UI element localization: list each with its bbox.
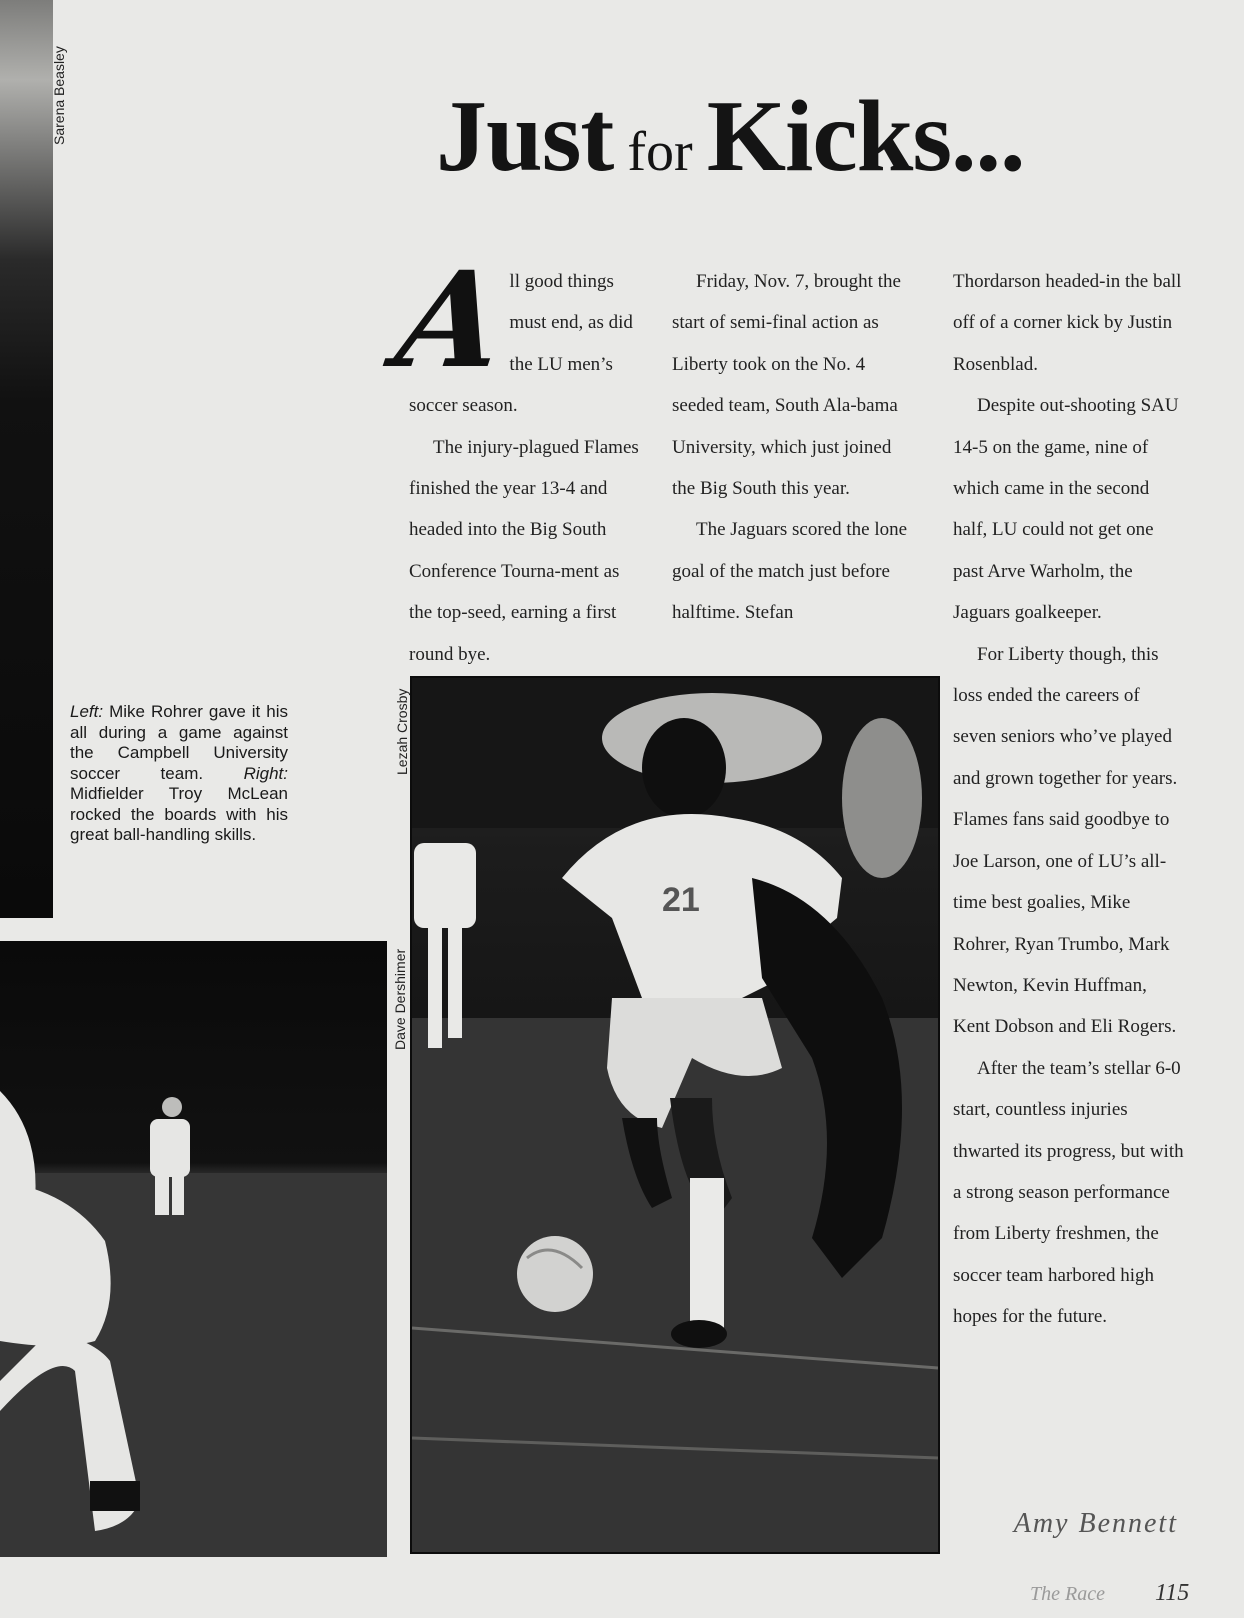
- article-paragraph: For Liberty though, this loss ended the careers of seven seniors who’ve played and grown together for years. Flames fans said goodbye to Joe Larson, one of LU’s all-time best goalies, Mike Rohrer, Ryan Trumbo, Mark Newton, Kevin Huffman, Kent Dobson and Eli Rogers.: [953, 643, 1178, 1038]
- photo-soccer-player-dribbling: [410, 676, 940, 1554]
- caption-right-text: Midfielder Troy McLean rocked the boards with his great ball-handling skills.: [70, 784, 288, 844]
- photo-left-scene: [0, 941, 387, 1557]
- drop-cap: A: [388, 243, 513, 398]
- photo-credit-dave-dershimer: Dave Dershimer: [392, 948, 408, 1050]
- article-paragraph: Despite out-shooting SAU 14-5 on the game, nine of which came in the second half, LU could not get one past Arve Warholm, the Jaguars goalkeeper.: [953, 395, 1179, 624]
- page-number: 115: [1155, 1580, 1190, 1606]
- title-word-kicks: Kicks...: [706, 80, 1025, 193]
- article-paragraph: Thordarson headed-in the ball off of a corner kick by Justin Rosenblad.: [953, 271, 1182, 375]
- page-title: [436, 78, 1156, 195]
- jersey-number: 21: [662, 881, 700, 919]
- article-paragraph: ll good things must end, as did the LU men’s soccer season.: [409, 271, 633, 417]
- article-paragraph: After the team’s stellar 6-0 start, countless injuries thwarted its progress, but with a strong season performance from Liberty freshmen, the soccer team harbored high hopes for the future.: [953, 1057, 1184, 1328]
- caption-right-label: Right:: [243, 763, 288, 783]
- caption-left-text: Mike Rohrer gave it his all during a game against the Campbell University soccer team.: [70, 702, 288, 783]
- photo-caption: [70, 702, 288, 846]
- photo-credit-lezah-crosby: Lezah Crosby: [394, 688, 410, 775]
- photo-soccer-game-left: [0, 941, 387, 1557]
- caption-left-label: Left:: [70, 702, 104, 721]
- photo-center-scene: [412, 678, 938, 1552]
- article-paragraph: The Jaguars scored the lone goal of the match just before halftime. Stefan: [672, 519, 908, 624]
- photo-credit-sarena-beasley: Sarena Beasley: [51, 46, 67, 145]
- author-byline: Amy Bennett: [1013, 1508, 1178, 1539]
- article-column-2: [672, 261, 912, 634]
- article-column-1: [388, 243, 645, 675]
- footer-book-title: The Race: [1030, 1583, 1105, 1605]
- photo-left-strip: [0, 0, 53, 918]
- title-word-for: for: [627, 121, 693, 183]
- article-column-3: [953, 261, 1187, 1338]
- title-word-just: Just: [436, 80, 614, 193]
- article-paragraph: Friday, Nov. 7, brought the start of semi-final action as Liberty took on the No. 4 seeded team, South Ala-bama University, which just joined the Big South this year.: [672, 271, 901, 500]
- article-paragraph: The injury-plagued Flames finished the year 13-4 and headed into the Big South Conference Tourna-ment as the top-seed, earning a first round bye.: [409, 436, 639, 665]
